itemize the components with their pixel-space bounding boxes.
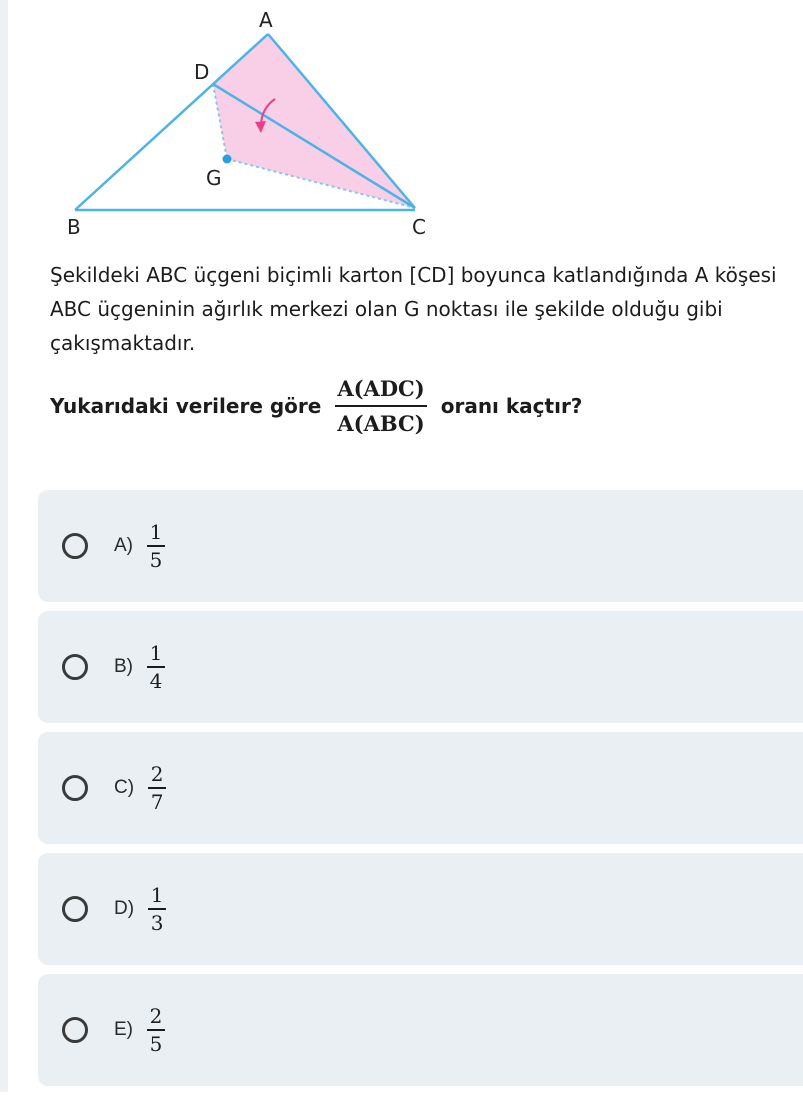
numerator: 1 (149, 520, 163, 545)
question-ask (50, 366, 790, 446)
vertex-label-d: D (194, 60, 210, 84)
option-letter: E) (114, 1019, 133, 1040)
denominator: 5 (149, 547, 163, 572)
numerator: 1 (149, 641, 163, 666)
option-fraction (148, 885, 166, 933)
option-fraction (147, 1006, 165, 1054)
radio-button[interactable] (62, 775, 88, 801)
radio-button[interactable] (62, 654, 88, 680)
ask-prefix: Yukarıdaki verilere göre (50, 394, 322, 418)
option-fraction (147, 522, 165, 570)
fraction-bar (148, 787, 166, 789)
vertex-label-c: C (412, 215, 426, 239)
answer-options (38, 490, 803, 1095)
folded-region (213, 34, 415, 208)
numerator: 2 (149, 1004, 163, 1029)
option-letter: D) (114, 898, 135, 919)
question-text: Şekildeki ABC üçgeni biçimli karton [CD] boyunca katlandığında A köşesi ABC üçgeninin ağırlık merkezi olan G noktası ile şekilde olduğu gibi çakışmaktadır. (50, 263, 777, 355)
option-c[interactable] (38, 732, 803, 844)
radio-button[interactable] (62, 1017, 88, 1043)
option-b[interactable] (38, 611, 803, 723)
fraction-bar (148, 908, 166, 910)
fraction-bar (147, 1029, 165, 1031)
numerator: 1 (150, 883, 164, 908)
area-ratio-fraction (335, 376, 426, 436)
denominator: 3 (150, 910, 164, 935)
vertex-label-g: G (206, 166, 222, 190)
option-letter: A) (114, 535, 133, 556)
vertex-label-b: B (67, 215, 81, 239)
point-g (223, 155, 232, 164)
denominator: 7 (150, 789, 164, 814)
radio-button[interactable] (62, 533, 88, 559)
fraction-bar (147, 545, 165, 547)
option-letter: C) (114, 777, 135, 798)
ask-suffix: oranı kaçtır? (440, 394, 583, 418)
option-fraction (148, 764, 166, 812)
denominator: 4 (149, 668, 163, 693)
option-a[interactable] (38, 490, 803, 602)
vertex-label-a: A (259, 8, 273, 32)
triangle-figure (0, 0, 500, 250)
ratio-denominator: A(ABC) (337, 411, 425, 436)
fraction-bar (147, 666, 165, 668)
denominator: 5 (149, 1031, 163, 1056)
option-letter: B) (114, 656, 133, 677)
option-d[interactable] (38, 853, 803, 965)
radio-button[interactable] (62, 896, 88, 922)
numerator: 2 (150, 762, 164, 787)
ratio-numerator: A(ADC) (337, 376, 425, 401)
option-fraction (147, 643, 165, 691)
option-e[interactable] (38, 974, 803, 1086)
